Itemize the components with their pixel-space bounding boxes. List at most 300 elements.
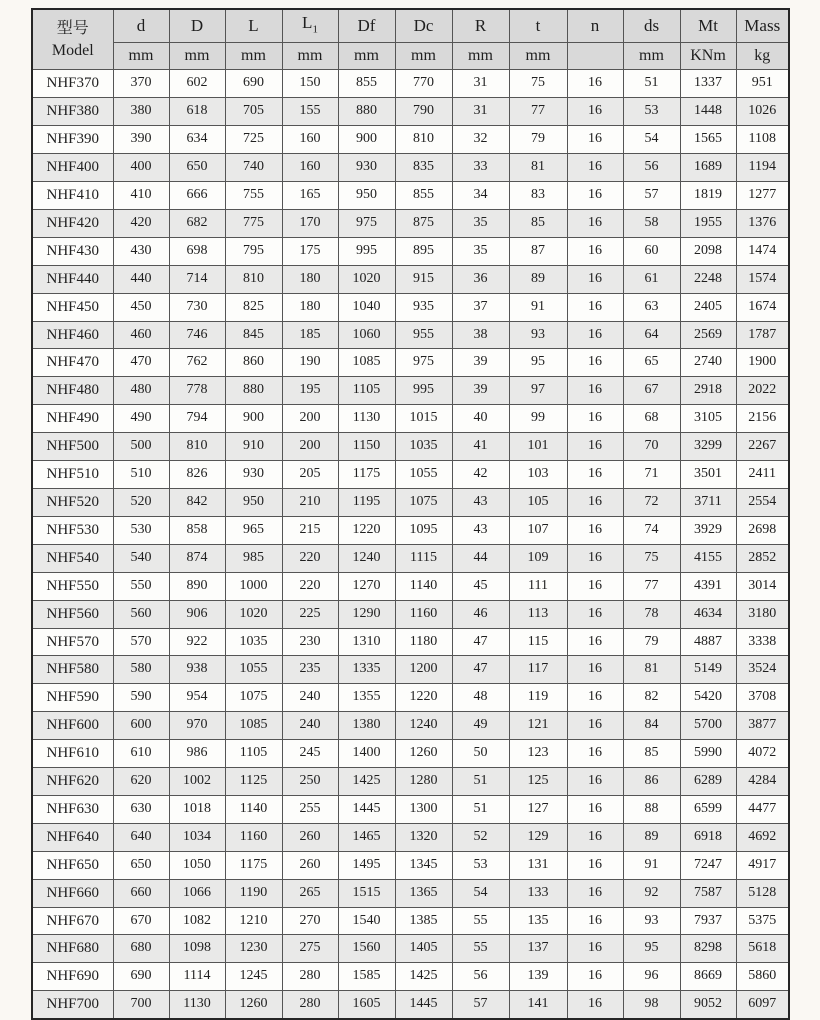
- value-cell: 460: [113, 321, 169, 349]
- model-cell: NHF440: [32, 265, 113, 293]
- value-cell: 1320: [395, 823, 452, 851]
- value-cell: 1495: [338, 851, 395, 879]
- value-cell: 165: [282, 182, 338, 210]
- value-cell: 180: [282, 293, 338, 321]
- header-units-row: [32, 43, 789, 70]
- value-cell: 1115: [395, 544, 452, 572]
- value-cell: 74: [623, 516, 680, 544]
- value-cell: 700: [113, 991, 169, 1019]
- value-cell: 810: [225, 265, 282, 293]
- value-cell: 6599: [680, 795, 736, 823]
- column-header-d: d: [113, 9, 169, 43]
- value-cell: 16: [567, 656, 623, 684]
- value-cell: 270: [282, 907, 338, 935]
- value-cell: 1585: [338, 963, 395, 991]
- value-cell: 2569: [680, 321, 736, 349]
- value-cell: 845: [225, 321, 282, 349]
- value-cell: 42: [452, 461, 509, 489]
- value-cell: 3014: [736, 572, 789, 600]
- table-row: [32, 98, 789, 126]
- model-cell: NHF370: [32, 70, 113, 98]
- value-cell: 1200: [395, 656, 452, 684]
- value-cell: 965: [225, 516, 282, 544]
- table-row: [32, 628, 789, 656]
- value-cell: 2740: [680, 349, 736, 377]
- value-cell: 82: [623, 684, 680, 712]
- value-cell: 3105: [680, 405, 736, 433]
- model-cell: NHF630: [32, 795, 113, 823]
- value-cell: 255: [282, 795, 338, 823]
- column-header-mt: Mt: [680, 9, 736, 43]
- value-cell: 1130: [338, 405, 395, 433]
- value-cell: 1465: [338, 823, 395, 851]
- column-header-l: L: [225, 9, 282, 43]
- value-cell: 4634: [680, 600, 736, 628]
- value-cell: 1240: [395, 712, 452, 740]
- value-cell: 682: [169, 209, 225, 237]
- value-cell: 60: [623, 237, 680, 265]
- model-cell: NHF680: [32, 935, 113, 963]
- value-cell: 1245: [225, 963, 282, 991]
- value-cell: 16: [567, 265, 623, 293]
- value-cell: 4155: [680, 544, 736, 572]
- value-cell: 175: [282, 237, 338, 265]
- value-cell: 1095: [395, 516, 452, 544]
- value-cell: 880: [225, 377, 282, 405]
- value-cell: 235: [282, 656, 338, 684]
- value-cell: 6097: [736, 991, 789, 1019]
- value-cell: 630: [113, 795, 169, 823]
- value-cell: 770: [395, 70, 452, 98]
- column-header-mass: Mass: [736, 9, 789, 43]
- value-cell: 5990: [680, 740, 736, 768]
- value-cell: 935: [395, 293, 452, 321]
- column-unit-l1: mm: [282, 43, 338, 70]
- table-row: [32, 768, 789, 796]
- model-cell: NHF390: [32, 126, 113, 154]
- value-cell: 105: [509, 488, 567, 516]
- value-cell: 96: [623, 963, 680, 991]
- value-cell: 101: [509, 433, 567, 461]
- value-cell: 1060: [338, 321, 395, 349]
- value-cell: 56: [623, 154, 680, 182]
- value-cell: 895: [395, 237, 452, 265]
- value-cell: 985: [225, 544, 282, 572]
- value-cell: 88: [623, 795, 680, 823]
- value-cell: 725: [225, 126, 282, 154]
- value-cell: 9052: [680, 991, 736, 1019]
- value-cell: 550: [113, 572, 169, 600]
- value-cell: 1220: [395, 684, 452, 712]
- value-cell: 43: [452, 516, 509, 544]
- value-cell: 4391: [680, 572, 736, 600]
- value-cell: 8298: [680, 935, 736, 963]
- value-cell: 16: [567, 823, 623, 851]
- value-cell: 1160: [225, 823, 282, 851]
- value-cell: 16: [567, 405, 623, 433]
- column-unit-dc: mm: [395, 43, 452, 70]
- value-cell: 275: [282, 935, 338, 963]
- value-cell: 1114: [169, 963, 225, 991]
- table-row: [32, 126, 789, 154]
- value-cell: 5128: [736, 879, 789, 907]
- value-cell: 855: [338, 70, 395, 98]
- model-cell: NHF580: [32, 656, 113, 684]
- value-cell: 1400: [338, 740, 395, 768]
- value-cell: 16: [567, 70, 623, 98]
- value-cell: 1425: [395, 963, 452, 991]
- value-cell: 43: [452, 488, 509, 516]
- table-header: [32, 9, 789, 70]
- value-cell: 810: [395, 126, 452, 154]
- value-cell: 1230: [225, 935, 282, 963]
- value-cell: 975: [338, 209, 395, 237]
- value-cell: 5375: [736, 907, 789, 935]
- value-cell: 31: [452, 98, 509, 126]
- value-cell: 52: [452, 823, 509, 851]
- value-cell: 1055: [225, 656, 282, 684]
- value-cell: 1125: [225, 768, 282, 796]
- value-cell: 670: [113, 907, 169, 935]
- model-cell: NHF640: [32, 823, 113, 851]
- model-cell: NHF600: [32, 712, 113, 740]
- value-cell: 190: [282, 349, 338, 377]
- value-cell: 137: [509, 935, 567, 963]
- value-cell: 16: [567, 768, 623, 796]
- value-cell: 210: [282, 488, 338, 516]
- model-cell: NHF700: [32, 991, 113, 1019]
- table-row: [32, 377, 789, 405]
- value-cell: 540: [113, 544, 169, 572]
- value-cell: 16: [567, 237, 623, 265]
- value-cell: 65: [623, 349, 680, 377]
- value-cell: 51: [452, 795, 509, 823]
- value-cell: 2852: [736, 544, 789, 572]
- value-cell: 1605: [338, 991, 395, 1019]
- column-unit-t: mm: [509, 43, 567, 70]
- value-cell: 47: [452, 656, 509, 684]
- value-cell: 1105: [338, 377, 395, 405]
- value-cell: 1035: [225, 628, 282, 656]
- table-row: [32, 684, 789, 712]
- value-cell: 54: [452, 879, 509, 907]
- value-cell: 986: [169, 740, 225, 768]
- model-cell: NHF450: [32, 293, 113, 321]
- model-cell: NHF660: [32, 879, 113, 907]
- value-cell: 123: [509, 740, 567, 768]
- value-cell: 1020: [225, 600, 282, 628]
- value-cell: 16: [567, 182, 623, 210]
- value-cell: 1195: [338, 488, 395, 516]
- column-unit-l: mm: [225, 43, 282, 70]
- value-cell: 16: [567, 572, 623, 600]
- model-cell: NHF400: [32, 154, 113, 182]
- value-cell: 1000: [225, 572, 282, 600]
- value-cell: 2411: [736, 461, 789, 489]
- value-cell: 790: [395, 98, 452, 126]
- value-cell: 6918: [680, 823, 736, 851]
- value-cell: 1335: [338, 656, 395, 684]
- value-cell: 84: [623, 712, 680, 740]
- value-cell: 51: [623, 70, 680, 98]
- value-cell: 95: [509, 349, 567, 377]
- value-cell: 1474: [736, 237, 789, 265]
- value-cell: 858: [169, 516, 225, 544]
- value-cell: 31: [452, 70, 509, 98]
- value-cell: 220: [282, 572, 338, 600]
- value-cell: 930: [338, 154, 395, 182]
- value-cell: 1560: [338, 935, 395, 963]
- value-cell: 39: [452, 349, 509, 377]
- value-cell: 370: [113, 70, 169, 98]
- value-cell: 1108: [736, 126, 789, 154]
- value-cell: 1819: [680, 182, 736, 210]
- value-cell: 1445: [338, 795, 395, 823]
- value-cell: 1210: [225, 907, 282, 935]
- value-cell: 87: [509, 237, 567, 265]
- model-cell: NHF650: [32, 851, 113, 879]
- value-cell: 79: [509, 126, 567, 154]
- value-cell: 995: [338, 237, 395, 265]
- value-cell: 690: [113, 963, 169, 991]
- value-cell: 1787: [736, 321, 789, 349]
- value-cell: 666: [169, 182, 225, 210]
- value-cell: 57: [452, 991, 509, 1019]
- column-unit-mass: kg: [736, 43, 789, 70]
- value-cell: 36: [452, 265, 509, 293]
- value-cell: 600: [113, 712, 169, 740]
- value-cell: 32: [452, 126, 509, 154]
- column-unit-mt: KNm: [680, 43, 736, 70]
- value-cell: 810: [169, 433, 225, 461]
- value-cell: 16: [567, 907, 623, 935]
- value-cell: 1190: [225, 879, 282, 907]
- value-cell: 129: [509, 823, 567, 851]
- value-cell: 53: [452, 851, 509, 879]
- value-cell: 16: [567, 879, 623, 907]
- value-cell: 1300: [395, 795, 452, 823]
- model-cell: NHF500: [32, 433, 113, 461]
- table-row: [32, 154, 789, 182]
- value-cell: 1220: [338, 516, 395, 544]
- value-cell: 740: [225, 154, 282, 182]
- value-cell: 1345: [395, 851, 452, 879]
- value-cell: 430: [113, 237, 169, 265]
- value-cell: 16: [567, 740, 623, 768]
- value-cell: 1337: [680, 70, 736, 98]
- value-cell: 5149: [680, 656, 736, 684]
- model-cell: NHF510: [32, 461, 113, 489]
- value-cell: 1018: [169, 795, 225, 823]
- value-cell: 131: [509, 851, 567, 879]
- model-cell: NHF430: [32, 237, 113, 265]
- value-cell: 38: [452, 321, 509, 349]
- value-cell: 44: [452, 544, 509, 572]
- value-cell: 880: [338, 98, 395, 126]
- value-cell: 1405: [395, 935, 452, 963]
- table-row: [32, 823, 789, 851]
- model-cell: NHF380: [32, 98, 113, 126]
- model-cell: NHF480: [32, 377, 113, 405]
- value-cell: 1085: [225, 712, 282, 740]
- value-cell: 1194: [736, 154, 789, 182]
- value-cell: 826: [169, 461, 225, 489]
- model-cell: NHF610: [32, 740, 113, 768]
- value-cell: 89: [623, 823, 680, 851]
- value-cell: 53: [623, 98, 680, 126]
- value-cell: 1002: [169, 768, 225, 796]
- value-cell: 1425: [338, 768, 395, 796]
- value-cell: 1140: [225, 795, 282, 823]
- table-row: [32, 349, 789, 377]
- value-cell: 250: [282, 768, 338, 796]
- value-cell: 1900: [736, 349, 789, 377]
- value-cell: 1180: [395, 628, 452, 656]
- value-cell: 906: [169, 600, 225, 628]
- value-cell: 580: [113, 656, 169, 684]
- value-cell: 99: [509, 405, 567, 433]
- value-cell: 16: [567, 321, 623, 349]
- value-cell: 16: [567, 628, 623, 656]
- value-cell: 930: [225, 461, 282, 489]
- value-cell: 1565: [680, 126, 736, 154]
- value-cell: 111: [509, 572, 567, 600]
- value-cell: 3180: [736, 600, 789, 628]
- value-cell: 5618: [736, 935, 789, 963]
- value-cell: 842: [169, 488, 225, 516]
- value-cell: 16: [567, 98, 623, 126]
- column-header-df: Df: [338, 9, 395, 43]
- table-row: [32, 851, 789, 879]
- value-cell: 280: [282, 991, 338, 1019]
- value-cell: 139: [509, 963, 567, 991]
- value-cell: 1270: [338, 572, 395, 600]
- value-cell: 660: [113, 879, 169, 907]
- value-cell: 1260: [395, 740, 452, 768]
- value-cell: 48: [452, 684, 509, 712]
- value-cell: 922: [169, 628, 225, 656]
- value-cell: 185: [282, 321, 338, 349]
- value-cell: 570: [113, 628, 169, 656]
- table-row: [32, 182, 789, 210]
- model-cell: NHF460: [32, 321, 113, 349]
- value-cell: 490: [113, 405, 169, 433]
- table-row: [32, 433, 789, 461]
- value-cell: 714: [169, 265, 225, 293]
- model-cell: NHF520: [32, 488, 113, 516]
- model-label-en: Model: [51, 41, 94, 59]
- value-cell: 81: [623, 656, 680, 684]
- header-names-row: [32, 9, 789, 43]
- value-cell: 75: [509, 70, 567, 98]
- value-cell: 85: [623, 740, 680, 768]
- value-cell: 180: [282, 265, 338, 293]
- value-cell: 1365: [395, 879, 452, 907]
- value-cell: 620: [113, 768, 169, 796]
- value-cell: 91: [509, 293, 567, 321]
- value-cell: 380: [113, 98, 169, 126]
- model-cell: NHF550: [32, 572, 113, 600]
- value-cell: 35: [452, 237, 509, 265]
- value-cell: 1175: [338, 461, 395, 489]
- value-cell: 1040: [338, 293, 395, 321]
- value-cell: 975: [395, 349, 452, 377]
- value-cell: 55: [452, 935, 509, 963]
- value-cell: 78: [623, 600, 680, 628]
- value-cell: 1540: [338, 907, 395, 935]
- value-cell: 2098: [680, 237, 736, 265]
- value-cell: 47: [452, 628, 509, 656]
- value-cell: 119: [509, 684, 567, 712]
- value-cell: 970: [169, 712, 225, 740]
- table-row: [32, 991, 789, 1019]
- value-cell: 3877: [736, 712, 789, 740]
- table-row: [32, 572, 789, 600]
- table-row: [32, 265, 789, 293]
- column-unit-d: mm: [169, 43, 225, 70]
- value-cell: 4917: [736, 851, 789, 879]
- value-cell: 50: [452, 740, 509, 768]
- value-cell: 280: [282, 963, 338, 991]
- value-cell: 762: [169, 349, 225, 377]
- value-cell: 915: [395, 265, 452, 293]
- value-cell: 520: [113, 488, 169, 516]
- table-row: [32, 795, 789, 823]
- value-cell: 470: [113, 349, 169, 377]
- value-cell: 560: [113, 600, 169, 628]
- value-cell: 16: [567, 377, 623, 405]
- value-cell: 77: [509, 98, 567, 126]
- model-cell: NHF690: [32, 963, 113, 991]
- model-cell: NHF670: [32, 907, 113, 935]
- value-cell: 215: [282, 516, 338, 544]
- value-cell: 835: [395, 154, 452, 182]
- value-cell: 86: [623, 768, 680, 796]
- value-cell: 113: [509, 600, 567, 628]
- model-cell: NHF420: [32, 209, 113, 237]
- value-cell: 56: [452, 963, 509, 991]
- value-cell: 1240: [338, 544, 395, 572]
- column-header-ds: ds: [623, 9, 680, 43]
- table-row: [32, 600, 789, 628]
- value-cell: 54: [623, 126, 680, 154]
- value-cell: 195: [282, 377, 338, 405]
- value-cell: 16: [567, 516, 623, 544]
- value-cell: 602: [169, 70, 225, 98]
- value-cell: 57: [623, 182, 680, 210]
- value-cell: 650: [113, 851, 169, 879]
- value-cell: 950: [225, 488, 282, 516]
- value-cell: 98: [623, 991, 680, 1019]
- value-cell: 1082: [169, 907, 225, 935]
- table-row: [32, 488, 789, 516]
- table-row: [32, 740, 789, 768]
- value-cell: 107: [509, 516, 567, 544]
- value-cell: 874: [169, 544, 225, 572]
- value-cell: 795: [225, 237, 282, 265]
- value-cell: 410: [113, 182, 169, 210]
- table-row: [32, 963, 789, 991]
- value-cell: 240: [282, 684, 338, 712]
- value-cell: 170: [282, 209, 338, 237]
- value-cell: 141: [509, 991, 567, 1019]
- table-body: [32, 70, 789, 1019]
- value-cell: 690: [225, 70, 282, 98]
- value-cell: 4692: [736, 823, 789, 851]
- value-cell: 640: [113, 823, 169, 851]
- value-cell: 16: [567, 488, 623, 516]
- value-cell: 390: [113, 126, 169, 154]
